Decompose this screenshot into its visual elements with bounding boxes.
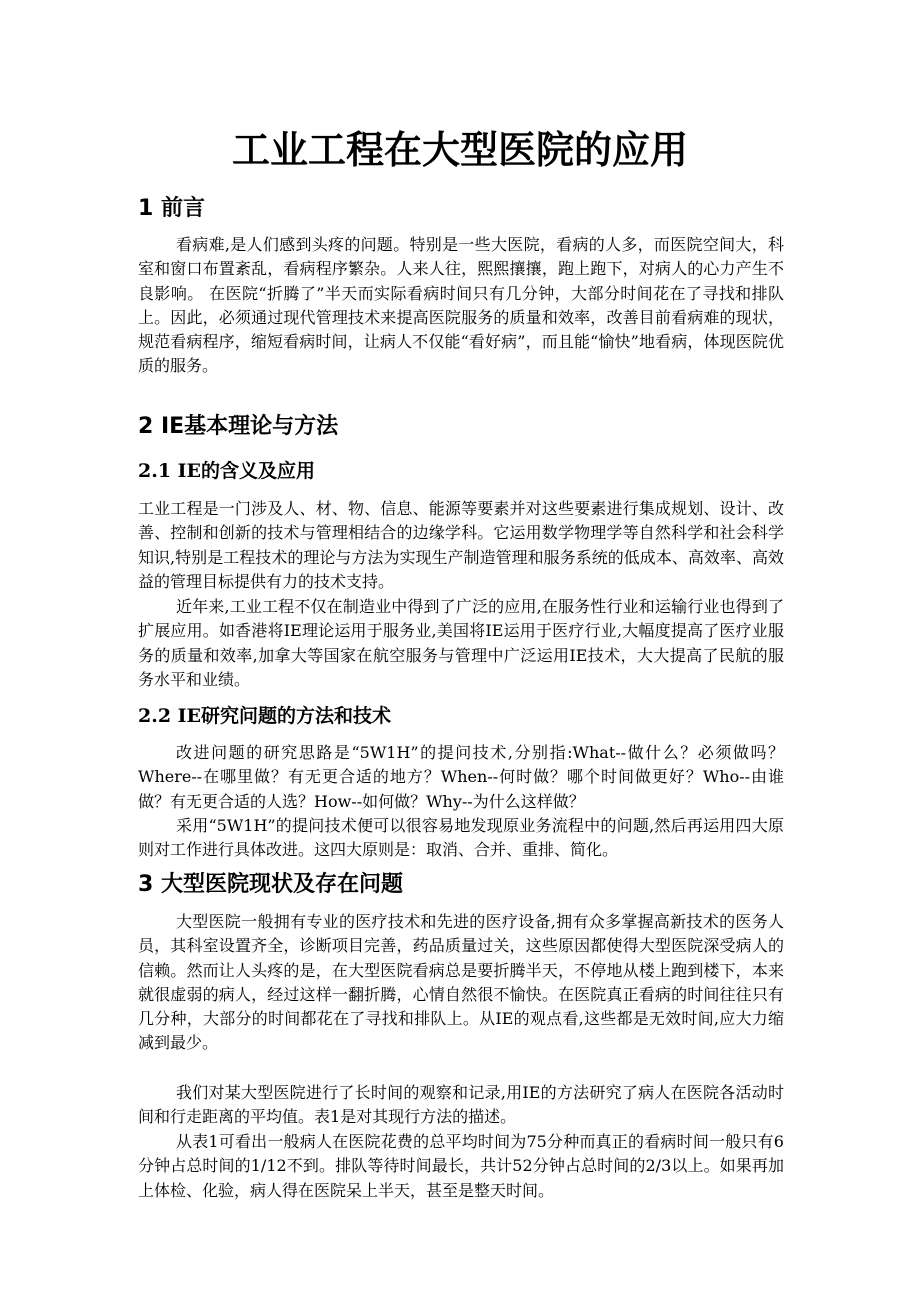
paragraph-hospital-status: 大型医院一般拥有专业的医疗技术和先进的医疗设备,拥有众多掌握高新技术的医务人员，其科室设置齐全，诊断项目完善，药品质量过关，这些原因都使得大型医院深受病人的信赖。然而让人头疼的是，在大型医院看病总是要折腾半天，不停地从楼上跑到楼下，本来就很虚弱的病人，经过这样一翻折腾，心情自然很不愉快。在医院真正看病的时间往往只有几分种，大部分的时间都花在了寻找和排队上。从IE的观点看,这些都是无效时间,应大力缩减到最少。 [138,912,784,1053]
document-title: 工业工程在大型医院的应用 [231,128,688,172]
paragraph-ie-definition: 工业工程是一门涉及人、材、物、信息、能源等要素并对这些要素进行集成规划、设计、改善、控制和创新的技术与管理相结合的边缘学科。它运用数学物理学等自然科学和社会科学知识,特别是工程技术的理论与方法为实现生产制造管理和服务系统的低成本、高效率、高效益的管理目标提供有力的技术支持。 [138,499,784,591]
subsection-heading-ie-meaning: 2.1 IE的含义及应用 [138,460,316,482]
paragraph-observation: 我们对某大型医院进行了长时间的观察和记录,用IE的方法研究了病人在医院各活动时间和行走距离的平均值。表1是对其现行方法的描述。 [138,1083,784,1127]
section-heading-ie-theory: 2 IE基本理论与方法 [138,414,339,439]
section-heading-preface: 1 前言 [138,196,205,221]
paragraph-5w1h: 改进问题的研究思路是“5W1H”的提问技术,分别指:What--做什么？必须做吗？Where--在哪里做？有无更合适的地方？When--何时做？哪个时间做更好？Who--由谁做？有无更合适的人选？How--如何做？Why--为什么这样做？ [138,743,784,811]
paragraph-four-principles: 采用“5W1H”的提问技术便可以很容易地发现原业务流程中的问题,然后再运用四大原则对工作进行具体改进。这四大原则是：取消、合并、重排、简化。 [138,816,784,860]
paragraph-preface: 看病难,是人们感到头疼的问题。特别是一些大医院，看病的人多，而医院空间大，科室和窗口布置紊乱，看病程序繁杂。人来人往，熙熙攘攘，跑上跑下，对病人的心力产生不良影响。 在医院“折腾了”半天而实际看病时间只有几分钟，大部分时间花在了寻找和排队上。因此，必须通过现代管理技术来提高医院服务的质量和效率，改善目前看病难的现状，规范看病程序，缩短看病时间，让病人不仅能“看好病”，而且能“愉快”地看病，体现医院优质的服务。 [138,235,784,376]
paragraph-ie-applications: 近年来,工业工程不仅在制造业中得到了广泛的应用,在服务性行业和运输行业也得到了扩展应用。如香港将IE理论运用于服务业,美国将IE运用于医疗行业,大幅度提高了医疗业服务的质量和效率,加拿大等国家在航空服务与管理中广泛运用IE技术，大大提高了民航的服务水平和业绩。 [138,597,784,689]
section-heading-hospital-status: 3 大型医院现状及存在问题 [138,872,403,897]
subsection-heading-ie-methods: 2.2 IE研究问题的方法和技术 [138,705,392,727]
paragraph-table1-analysis: 从表1可看出一般病人在医院花费的总平均时间为75分种而真正的看病时间一般只有6分钟占总时间的1/12不到。排队等待时间最长，共计52分钟占总时间的2/3以上。如果再加上体检、化验，病人得在医院呆上半天，甚至是整天时间。 [138,1132,784,1200]
